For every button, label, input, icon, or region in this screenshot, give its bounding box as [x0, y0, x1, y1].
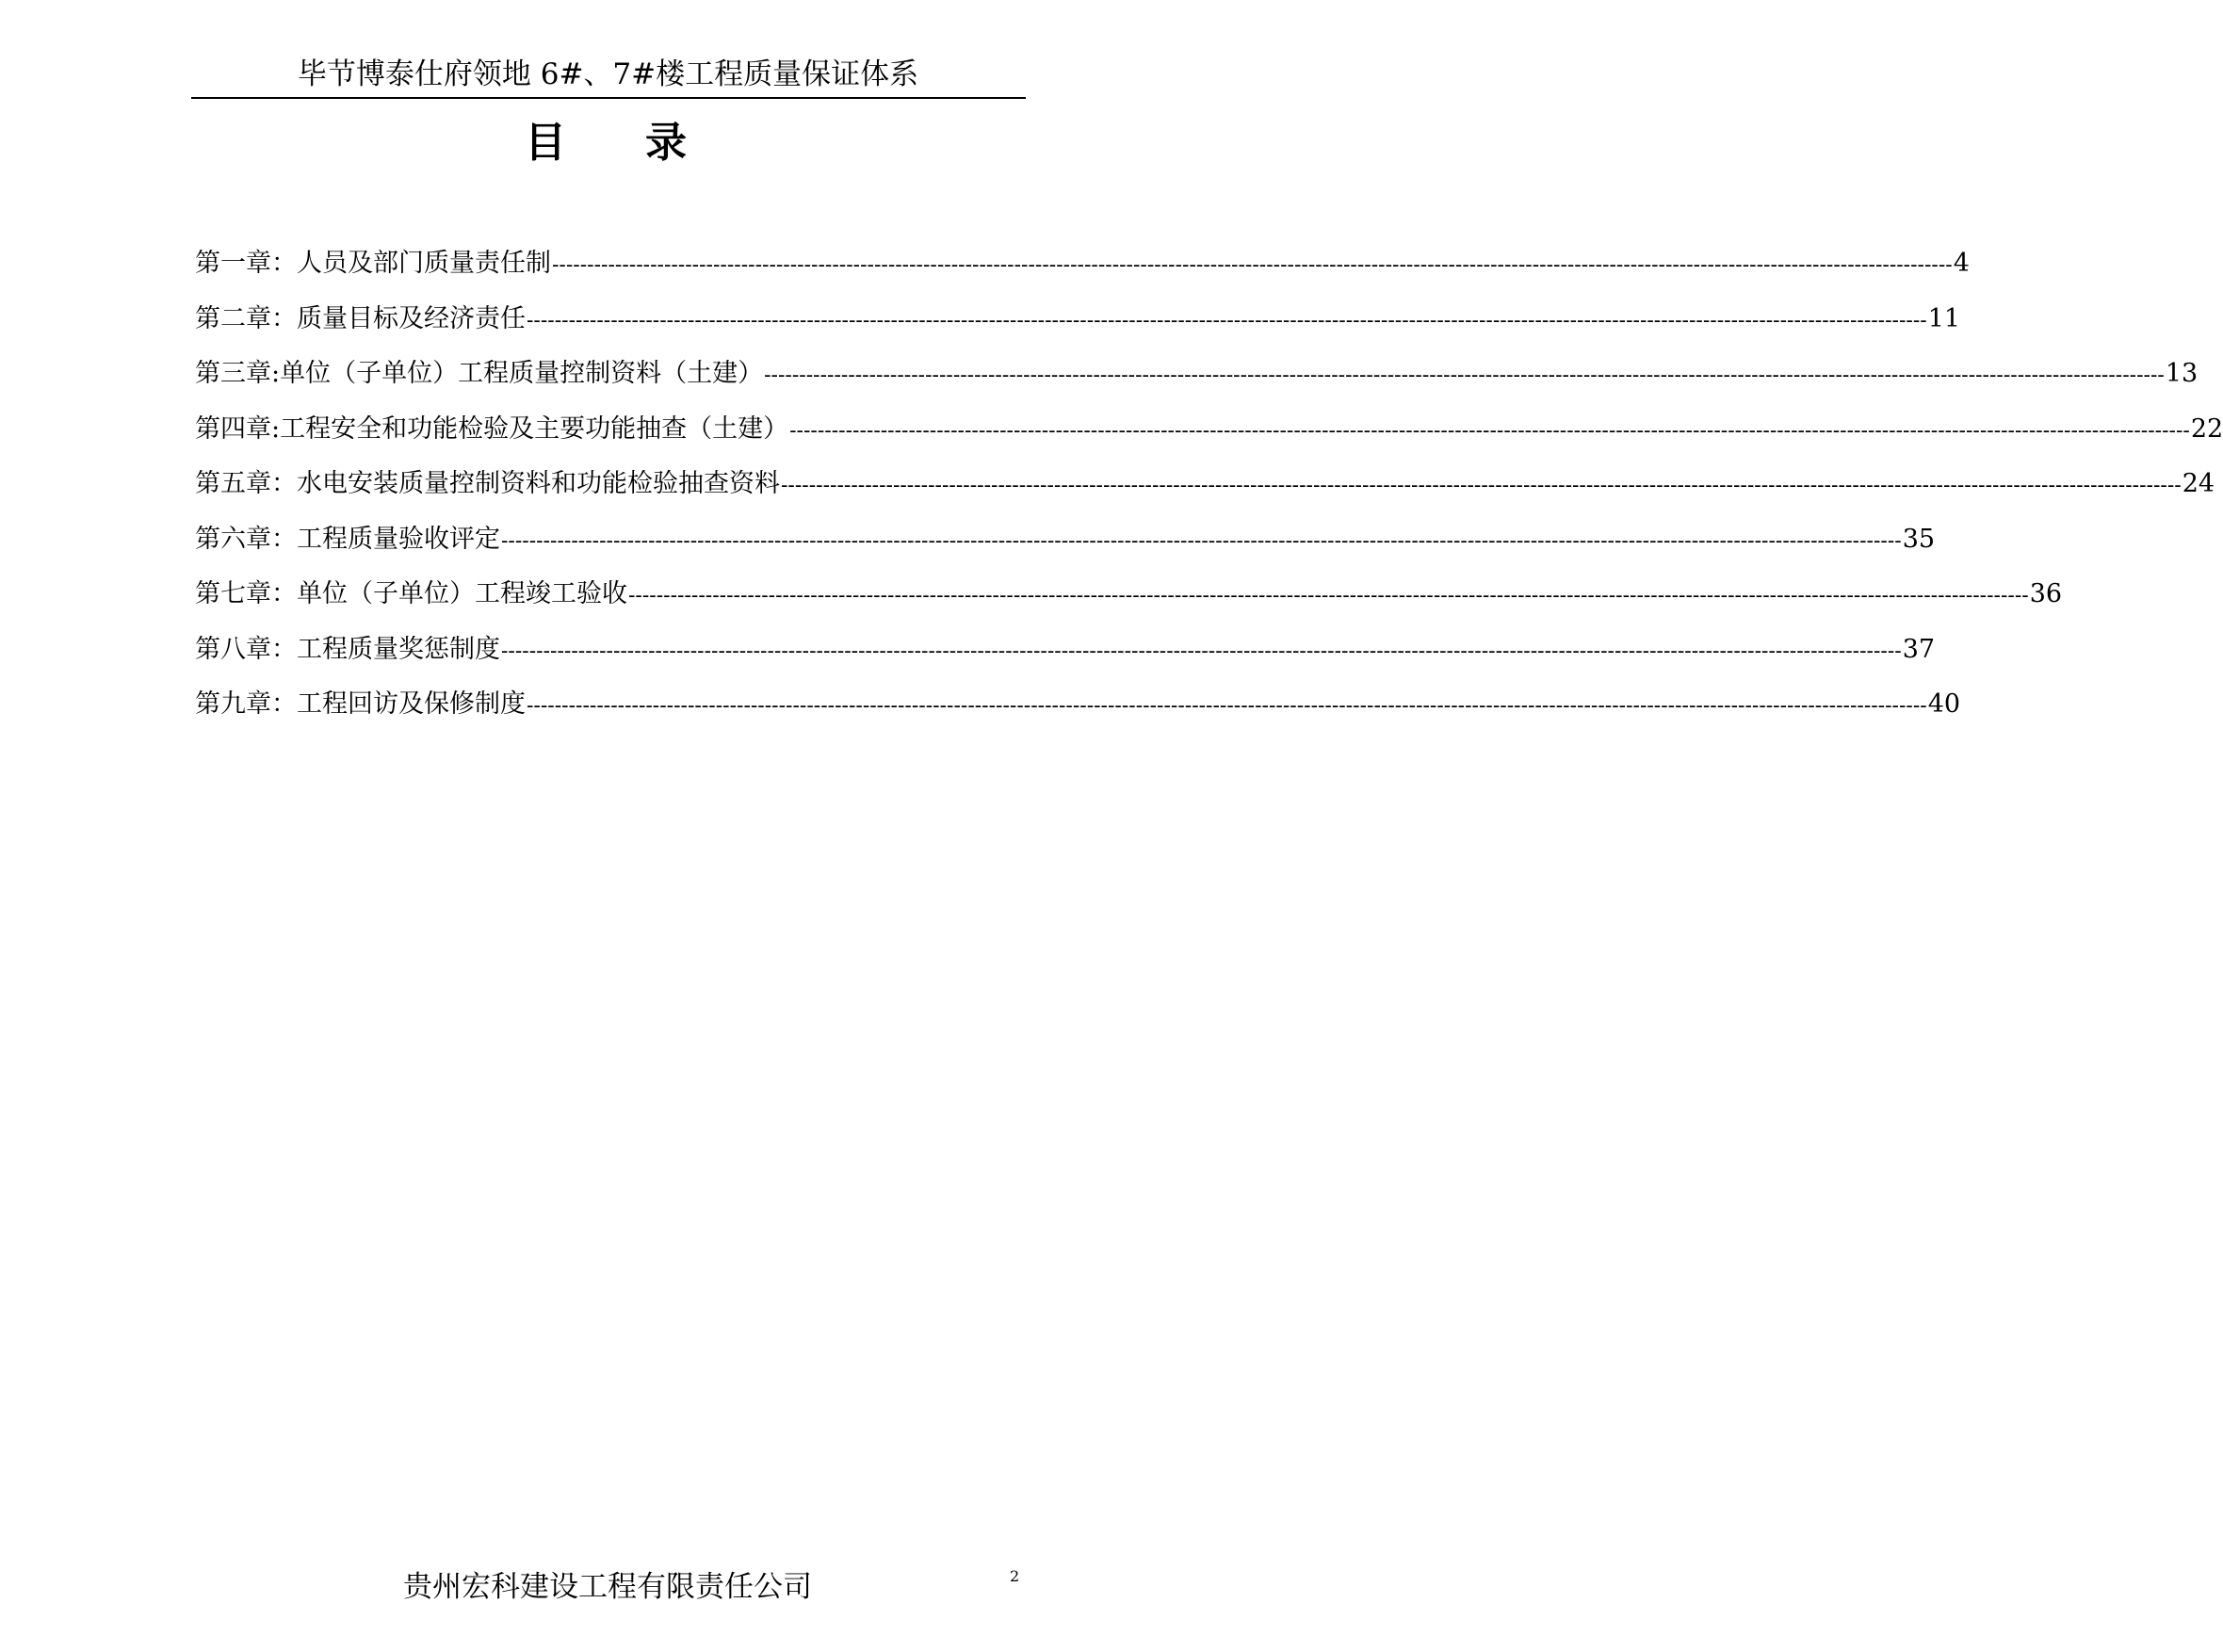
toc-entry-9[interactable] — [195, 684, 1961, 725]
toc-entry-label: 第八章：工程质量奖惩制度 — [195, 634, 500, 664]
toc-entry-label: 第四章:工程安全和功能检验及主要功能抽查（土建） — [195, 413, 789, 444]
toc-entry-label: 第六章：工程质量验收评定 — [195, 524, 500, 554]
toc-entry-page: 35 — [1902, 524, 1936, 554]
toc-title-char-2: 录 — [645, 119, 687, 167]
toc-entry-8[interactable] — [195, 629, 1936, 671]
toc-entry-page: 4 — [1953, 249, 1970, 278]
toc-entry-3[interactable] — [195, 353, 2199, 395]
toc-entry-label: 第九章：工程回访及保修制度 — [195, 689, 526, 719]
toc-leader-dashes: -------------------------------------------------------------------------------------------------------------------------------------------------------------------------------------------------------- — [628, 584, 2029, 607]
toc-leader-dashes: -------------------------------------------------------------------------------------------------------------------------------------------------------------------------------------------------------- — [764, 364, 2165, 387]
toc-entry-page: 36 — [2029, 579, 2063, 608]
toc-leader-dashes: -------------------------------------------------------------------------------------------------------------------------------------------------------------------------------------------------------- — [501, 639, 1902, 663]
toc-title — [521, 113, 709, 173]
toc-entry-page: 24 — [2182, 469, 2215, 498]
toc-entry-1[interactable] — [195, 243, 1970, 284]
toc-entry-page: 13 — [2165, 359, 2199, 388]
toc-title-char-1: 目 — [525, 119, 566, 167]
toc-leader-dashes: -------------------------------------------------------------------------------------------------------------------------------------------------------------------------------------------------------- — [527, 308, 1927, 332]
toc-entry-6[interactable] — [195, 519, 1936, 560]
toc-leader-dashes: -------------------------------------------------------------------------------------------------------------------------------------------------------------------------------------------------------- — [501, 528, 1902, 553]
toc-leader-dashes: -------------------------------------------------------------------------------------------------------------------------------------------------------------------------------------------------------- — [552, 253, 1953, 277]
toc-entry-page: 37 — [1902, 634, 1936, 664]
toc-entry-2[interactable] — [195, 299, 1961, 340]
toc-entry-5[interactable] — [195, 463, 2215, 505]
toc-entry-4[interactable] — [195, 409, 2223, 450]
toc-entry-page: 22 — [2190, 413, 2223, 444]
toc-entry-label: 第二章：质量目标及经济责任 — [195, 303, 526, 333]
toc-entry-label: 第五章：水电安装质量控制资料和功能检验抽查资料 — [195, 469, 780, 498]
toc-entry-7[interactable] — [195, 574, 2063, 615]
toc-leader-dashes: -------------------------------------------------------------------------------------------------------------------------------------------------------------------------------------------------------- — [789, 418, 2190, 443]
toc-entry-label: 第七章：单位（子单位）工程竣工验收 — [195, 579, 627, 608]
toc-entry-label: 第三章:单位（子单位）工程质量控制资料（土建） — [195, 359, 764, 388]
page-number: 2 — [1010, 1567, 1020, 1585]
toc-leader-dashes: -------------------------------------------------------------------------------------------------------------------------------------------------------------------------------------------------------- — [527, 694, 1927, 718]
toc-entry-page: 11 — [1927, 303, 1961, 333]
running-header: 毕节博泰仕府领地 6#、7#楼工程质量保证体系 — [297, 57, 919, 91]
header-rule — [191, 97, 1026, 99]
toc-entry-label: 第一章：人员及部门质量责任制 — [195, 249, 551, 278]
toc-leader-dashes: -------------------------------------------------------------------------------------------------------------------------------------------------------------------------------------------------------- — [781, 474, 2182, 497]
toc-entry-page: 40 — [1927, 689, 1961, 719]
footer-company: 贵州宏科建设工程有限责任公司 — [403, 1570, 812, 1604]
